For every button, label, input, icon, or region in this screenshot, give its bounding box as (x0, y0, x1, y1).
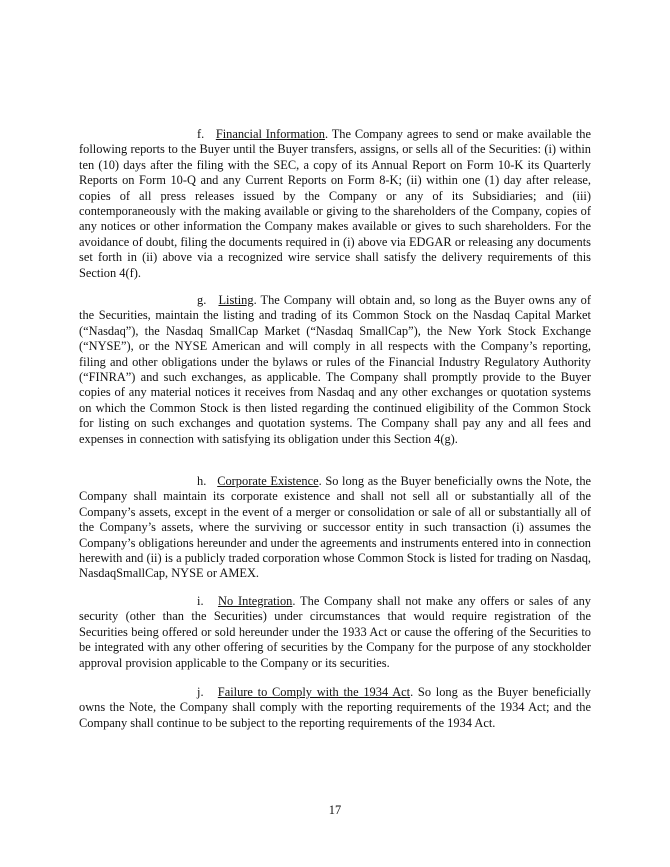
section-h-title: Corporate Existence (217, 474, 319, 488)
section-f-body: . The Company agrees to send or make available the following reports to the Buyer until the Buyer transfers, assigns, or sells all of the Securities: (i) within ten (10) days after the filing with the SEC, a copy of its Annual Report on Form 10-K its Quarterly Reports on Form 10-Q and any Current Reports on Form 8-K; (ii) within one (1) day after release, copies of all press releases issued by the Company or any of its Subsidiaries; and (iii) contemporaneously with the making available or giving to the shareholders of the Company, copies of any notices or other information the Company makes available or gives to such shareholders. For the avoidance of doubt, filing the documents required in (i) above via EDGAR or releasing any documents set forth in (ii) above via a recognized wire service shall satisfy the delivery requirements of this Section 4(f). (79, 127, 592, 280)
section-j-body: . So long as the Buyer beneficially owns the Note, the Company shall comply with the reporting requirements of the 1934 Act; and the Company shall continue to be subject to the reporting requirements of the 1934 Act. (79, 685, 591, 730)
section-j-title: Failure to Comply with the 1934 Act (217, 685, 411, 699)
section-i-body: . The Company shall not make any offers or sales of any security (other than the Securities) under circumstances that would require registration of the Securities being offered or sold hereunder under the 1933 Act or cause the offering of the Securities to be integrated with any other offering of securities by the Company for the purpose of any stockholder approval provision applicable to the Company or its securities. (79, 594, 591, 670)
section-g-title: Listing (218, 293, 254, 307)
section-h-letter: h. (197, 474, 207, 488)
section-f-letter: f. (197, 127, 205, 141)
page-number: 17 (328, 803, 342, 817)
section-g-letter: g. (197, 293, 207, 307)
section-i-letter: i. (197, 594, 204, 608)
section-f-paragraph (79, 127, 591, 281)
section-f-title: Financial Information (215, 127, 325, 141)
section-g-paragraph (79, 293, 591, 447)
section-i-title: No Integration (218, 594, 293, 608)
section-j-paragraph (79, 685, 591, 731)
section-h-body: . So long as the Buyer beneficially owns the Note, the Company shall maintain its corporate existence and shall not sell all or substantially all of the Company’s assets, except in the event of a merger or consolidation or sale of all or substantially all of the Company’s assets, where the surviving or successor entity in such transaction (i) assumes the Company’s obligations hereunder and under the agreements and instruments entered into in connection herewith and (ii) is a publicly traded corporation whose Common Stock is listed for trading on Nasdaq, NasdaqSmallCap, NYSE or AMEX. (79, 474, 592, 581)
section-h-paragraph (79, 474, 591, 582)
section-j-letter: j. (197, 685, 204, 699)
section-g-body: . The Company will obtain and, so long as the Buyer owns any of the Securities, maintain the listing and trading of its Common Stock on the Nasdaq Capital Market (“Nasdaq”), the Nasdaq SmallCap Market (“Nasdaq SmallCap”), the New York Stock Exchange (“NYSE”), or the NYSE American and will comply in all respects with the Company’s reporting, filing and other obligations under the bylaws or rules of the Financial Industry Regulatory Authority (“FINRA”) and such exchanges, as applicable. The Company shall promptly provide to the Buyer copies of any material notices it receives from Nasdaq and any other exchanges or quotation systems on which the Common Stock is then listed regarding the continued eligibility of the Common Stock for listing on such exchanges and quotation systems. The Company shall pay any and all fees and expenses in connection with satisfying its obligation under this Section 4(g). (79, 293, 592, 446)
section-i-paragraph (79, 594, 591, 671)
